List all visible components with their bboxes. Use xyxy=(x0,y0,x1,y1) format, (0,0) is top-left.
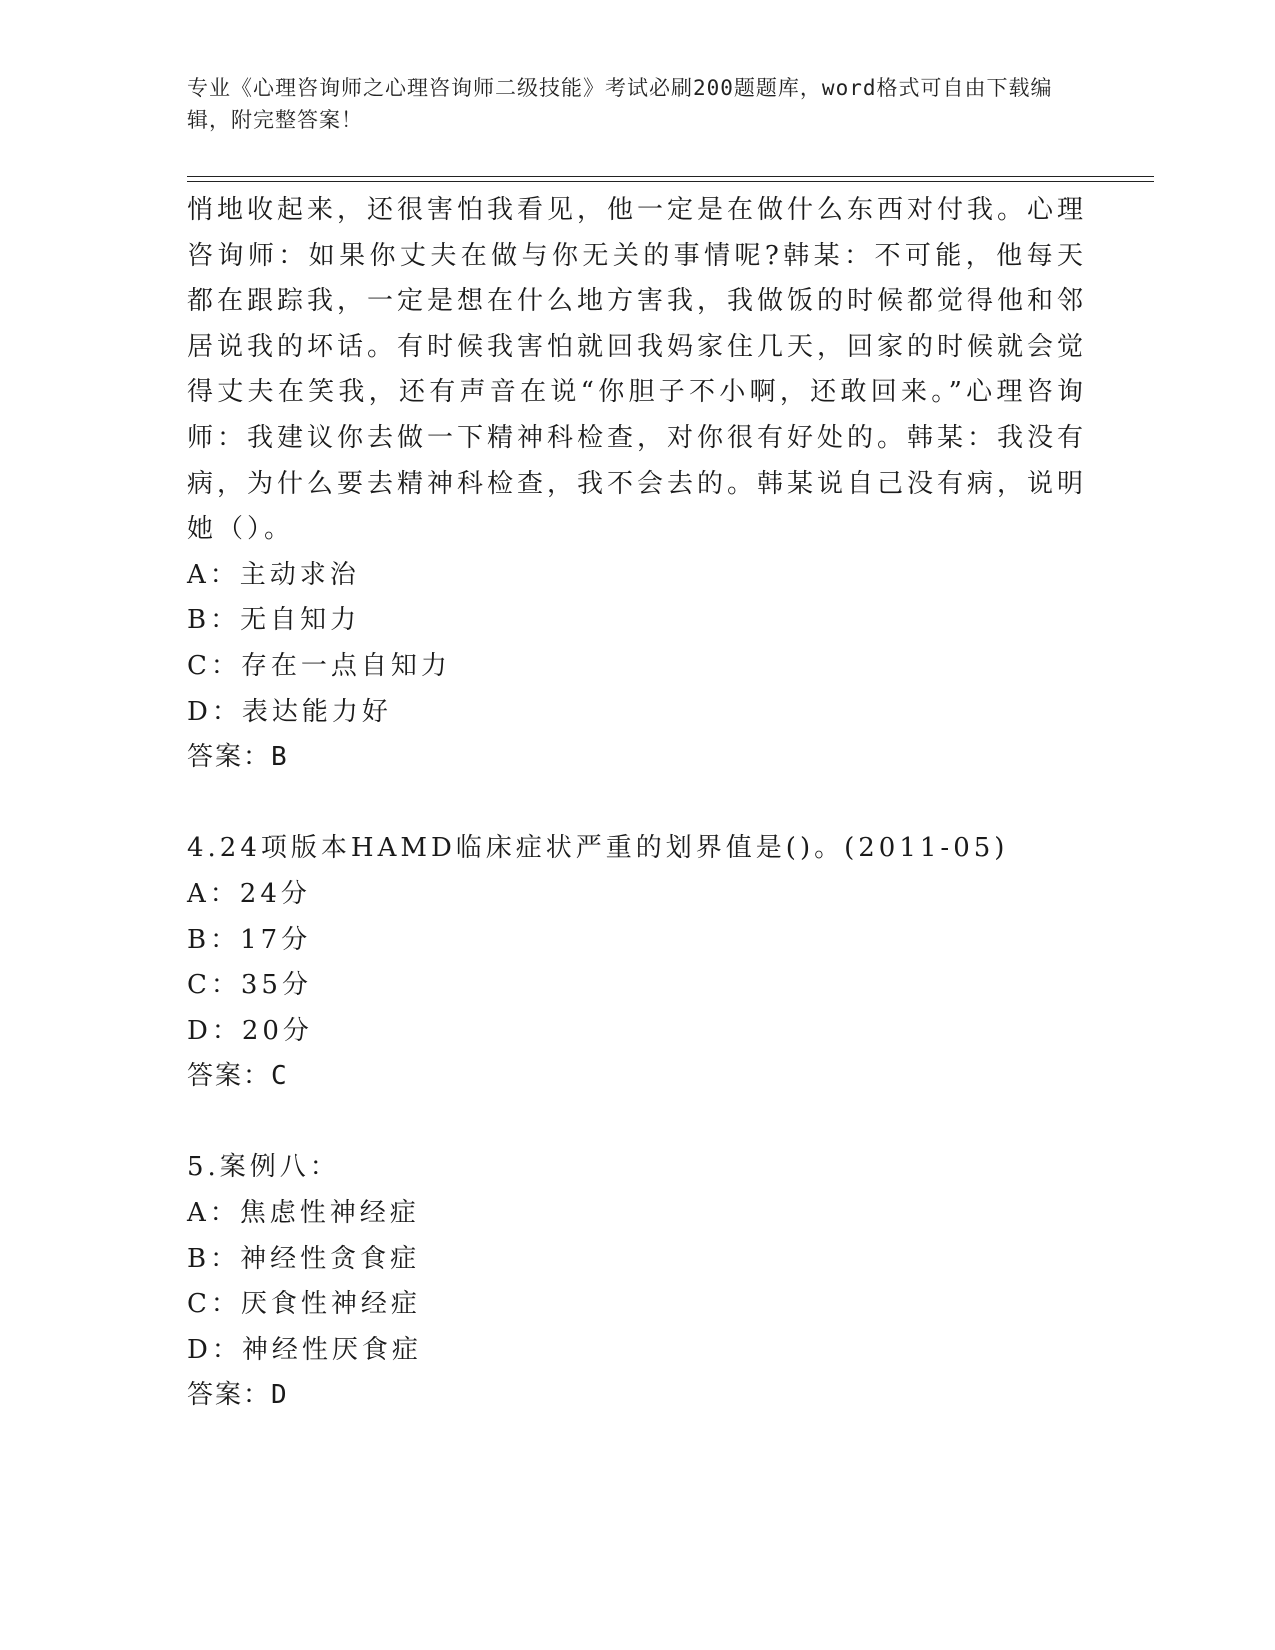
header-divider-bottom xyxy=(187,181,1154,182)
question-4-answer: 答案：C xyxy=(187,1061,289,1092)
question-4 xyxy=(187,826,1087,1100)
question-4-option-b: B：17分 xyxy=(187,924,312,955)
question-5-option-b: B：神经性贪食症 xyxy=(187,1243,421,1274)
question-5-stem: 5.案例八： xyxy=(187,1152,340,1183)
question-5 xyxy=(187,1145,1087,1419)
question-5-option-c: C：厌食性神经症 xyxy=(187,1289,421,1320)
question-4-stem: 4.24项版本HAMD临床症状严重的划界值是()。(2011-05) xyxy=(187,833,1009,864)
question-3-option-a: A：主动求治 xyxy=(187,559,360,590)
question-3-answer: 答案：B xyxy=(187,742,289,773)
question-3-option-d: D：表达能力好 xyxy=(187,696,392,727)
document-body xyxy=(187,188,1087,1419)
question-5-option-d: D：神经性厌食症 xyxy=(187,1334,422,1365)
question-4-option-a: A：24分 xyxy=(187,878,311,909)
question-spacer xyxy=(187,1100,1087,1146)
question-3-option-c: C：存在一点自知力 xyxy=(187,650,451,681)
question-3 xyxy=(187,188,1087,781)
header-divider-top xyxy=(187,176,1154,177)
page-header: 专业《心理咨询师之心理咨询师二级技能》考试必刷200题题库，word格式可自由下载编辑，附完整答案！ xyxy=(187,76,1053,132)
question-4-option-d: D：20分 xyxy=(187,1015,313,1046)
question-3-option-b: B：无自知力 xyxy=(187,605,361,636)
question-spacer xyxy=(187,781,1087,827)
question-5-answer: 答案：D xyxy=(187,1380,289,1411)
question-5-option-a: A：焦虑性神经症 xyxy=(187,1198,420,1229)
question-4-option-c: C：35分 xyxy=(187,970,312,1001)
question-3-passage: 悄地收起来，还很害怕我看见，他一定是在做什么东西对付我。心理咨询师：如果你丈夫在做与你无关的事情呢?韩某：不可能，他每天都在跟踪我，一定是想在什么地方害我，我做饭的时候都觉得他和邻居说我的坏话。有时候我害怕就回我妈家住几天，回家的时候就会觉得丈夫在笑我，还有声音在说“你胆子不小啊，还敢回来。”心理咨询师：我建议你去做一下精神科检查，对你很有好处的。韩某：我没有病，为什么要去精神科检查，我不会去的。韩某说自己没有病，说明她（）。 xyxy=(187,195,1088,545)
